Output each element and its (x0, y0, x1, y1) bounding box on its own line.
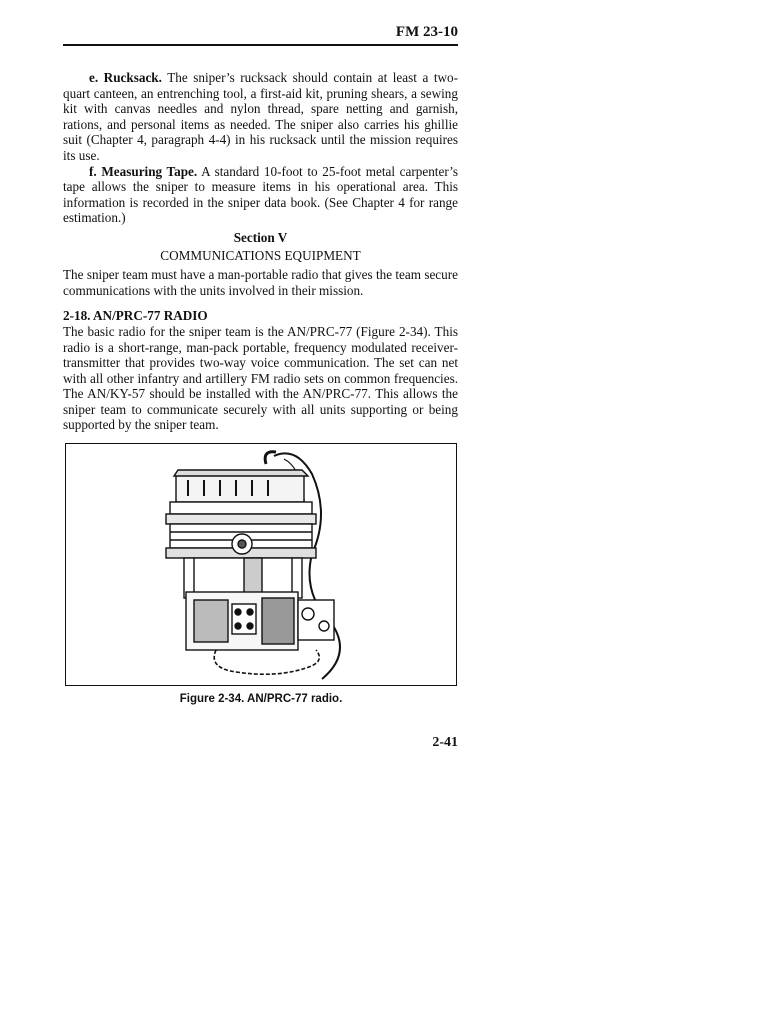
section-number: Section V (233, 229, 288, 245)
measuring-tape-text: A standard 10-foot to 25-foot metal carpenter’s tape allows the sniper to measure items in his operational area. This information is recorded in the sniper data book. (See Chapter 4 for range estimation.) (63, 163, 458, 226)
figure-caption: Figure 2-34. AN/PRC-77 radio. (179, 693, 343, 705)
rucksack-lead: e. Rucksack. (89, 70, 162, 85)
page-header (63, 22, 458, 46)
page-number: 2-41 (432, 735, 458, 750)
section-intro: The sniper team must have a man-portable radio that gives the team secure communications with the units involved in their mission. (63, 267, 458, 298)
subsection-heading: 2-18. AN/PRC-77 RADIO (63, 308, 208, 324)
page-body (63, 70, 458, 433)
paragraph-rucksack (63, 70, 458, 164)
radio-illustration (66, 444, 455, 684)
section-title: COMMUNICATIONS EQUIPMENT (160, 247, 361, 263)
paragraph-measuring-tape (63, 164, 458, 226)
subsection-text: The basic radio for the sniper team is the AN/PRC-77 (Figure 2-34). This radio is a short-range, man-pack portable, frequency modulated receiver-transmitter that provides two-way voice communication. The set can net with all other infantry and artillery FM radio sets on common frequencies. The AN/KY-57 should be installed with the AN/PRC-77. This allows the sniper team to communicate securely with all units supporting or being supported by the sniper team. (63, 323, 458, 433)
manual-code: FM 23-10 (395, 24, 458, 40)
measuring-tape-lead: f. Measuring Tape. (89, 163, 198, 179)
rucksack-text: The sniper’s rucksack should contain at least a two-quart canteen, an entrenching tool, a first-aid kit, pruning shears, a sewing kit with canvas needles and nylon thread, spare netting and garnish, rations, and personal items as needed. The sniper also carries his ghillie suit (Chapter 4, paragraph 4-4) in his rucksack until the mission requires its use. (63, 70, 459, 163)
figure-frame (65, 443, 457, 686)
